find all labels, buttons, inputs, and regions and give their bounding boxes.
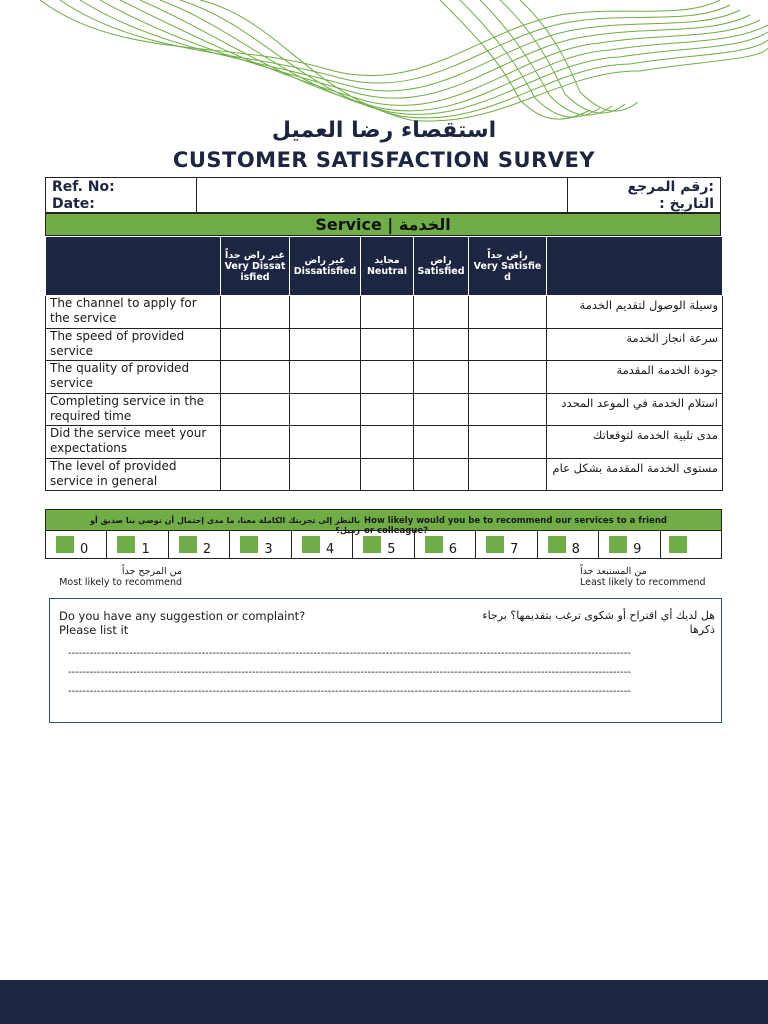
rating-cell[interactable] — [469, 328, 547, 361]
rating-cell[interactable] — [221, 361, 290, 394]
row-label-ar: جودة الخدمة المقدمة — [547, 361, 723, 394]
column-satisfied: راض Satisfied — [414, 237, 469, 296]
row-label-en: Completing service in the required time — [46, 393, 221, 426]
checkbox[interactable] — [302, 536, 320, 553]
scale-option-7[interactable]: 7 — [476, 531, 537, 558]
recommend-question-ar: بالنظر إلى تجربتك الكاملة معنا، ما مدى إحتمال أن توصي بنا صديق أو زميل؟ — [90, 516, 360, 535]
table-row — [46, 328, 723, 361]
answer-line[interactable]: ------------------------------------------------------------------------------------------------------------------------------------------------------------ — [68, 686, 631, 697]
least-likely-ar: من المستبعد جداً — [580, 566, 647, 577]
rating-cell[interactable] — [290, 393, 361, 426]
rating-cell[interactable] — [290, 296, 361, 329]
least-likely-label — [580, 566, 710, 588]
row-label-ar: مدى تلبية الخدمة لتوقعاتك — [547, 426, 723, 459]
column-dissatisfied: غير راض Dissatisfied — [290, 237, 361, 296]
table-row — [46, 458, 723, 491]
most-likely-label — [58, 566, 182, 588]
rating-cell[interactable] — [361, 296, 414, 329]
scale-option-3[interactable]: 3 — [230, 531, 291, 558]
column-neutral: محايد Neutral — [361, 237, 414, 296]
decorative-wave-lines — [0, 0, 768, 130]
checkbox[interactable] — [179, 536, 197, 553]
column-very-satisfied: راض جداً Very Satisfied — [469, 237, 547, 296]
rating-cell[interactable] — [290, 328, 361, 361]
checkbox[interactable] — [425, 536, 443, 553]
scale-option-0[interactable]: 0 — [46, 531, 107, 558]
recommend-question-en: How likely would you be to recommend our services to a friend or colleague? — [364, 516, 667, 536]
rating-cell[interactable] — [221, 426, 290, 459]
row-label-ar: مستوى الخدمة المقدمة بشكل عام — [547, 458, 723, 491]
checkbox[interactable] — [609, 536, 627, 553]
rating-cell[interactable] — [290, 426, 361, 459]
rating-cell[interactable] — [414, 361, 469, 394]
rating-cell[interactable] — [469, 361, 547, 394]
table-row — [46, 393, 723, 426]
suggestion-box[interactable] — [49, 598, 722, 723]
rating-cell[interactable] — [414, 426, 469, 459]
ref-number-label-ar: :رقم المرجع — [627, 179, 714, 195]
rating-cell[interactable] — [290, 361, 361, 394]
checkbox[interactable] — [56, 536, 74, 553]
scale-option-8[interactable]: 8 — [538, 531, 599, 558]
scale-option-2[interactable]: 2 — [169, 531, 230, 558]
scale-option-4[interactable]: 4 — [292, 531, 353, 558]
rating-cell[interactable] — [361, 361, 414, 394]
rating-cell[interactable] — [290, 458, 361, 491]
ref-number-label: Ref. No: — [52, 179, 115, 195]
row-label-en: The speed of provided service — [46, 328, 221, 361]
checkbox[interactable] — [240, 536, 258, 553]
row-label-en: The level of provided service in general — [46, 458, 221, 491]
row-label-en: Did the service meet your expectations — [46, 426, 221, 459]
checkbox[interactable] — [486, 536, 504, 553]
rating-cell[interactable] — [469, 393, 547, 426]
scale-option-9[interactable]: 9 — [599, 531, 660, 558]
row-label-en: The channel to apply for the service — [46, 296, 221, 329]
service-section-title: Service | الخدمة — [45, 213, 721, 236]
checkbox[interactable] — [363, 536, 381, 553]
suggestion-question-ar: هل لديك أي اقتراح أو شكوى ترغب بتقديمها؟ برجاء ذكرها — [482, 609, 715, 636]
scale-option-10[interactable] — [661, 531, 721, 558]
checkbox[interactable] — [548, 536, 566, 553]
rating-cell[interactable] — [221, 458, 290, 491]
scale-option-1[interactable]: 1 — [107, 531, 168, 558]
rating-cell[interactable] — [469, 296, 547, 329]
header-blank-ar — [547, 237, 723, 296]
rating-cell[interactable] — [221, 296, 290, 329]
row-label-ar: وسيلة الوصول لتقديم الخدمة — [547, 296, 723, 329]
reference-labels-en — [46, 178, 197, 212]
answer-line[interactable]: ------------------------------------------------------------------------------------------------------------------------------------------------------------ — [68, 667, 631, 678]
rating-cell[interactable] — [361, 426, 414, 459]
reference-box — [45, 177, 721, 213]
checkbox[interactable] — [669, 536, 687, 553]
service-rating-table — [45, 236, 723, 491]
rating-cell[interactable] — [414, 393, 469, 426]
scale-option-5[interactable]: 5 — [353, 531, 414, 558]
row-label-ar: استلام الخدمة في الموعد المحدد — [547, 393, 723, 426]
footer-bar — [0, 980, 768, 1024]
most-likely-en: Most likely to recommend — [59, 577, 182, 588]
survey-title-arabic: استقصاء رضا العميل — [271, 118, 497, 143]
rating-cell[interactable] — [414, 458, 469, 491]
survey-title-english: CUSTOMER SATISFACTION SURVEY — [172, 148, 596, 172]
recommend-question-bar — [45, 509, 722, 536]
rating-cell[interactable] — [361, 328, 414, 361]
checkbox[interactable] — [117, 536, 135, 553]
rating-cell[interactable] — [361, 458, 414, 491]
least-likely-en: Least likely to recommend — [580, 577, 706, 588]
rating-cell[interactable] — [414, 296, 469, 329]
table-row — [46, 296, 723, 329]
recommend-scale — [45, 531, 722, 559]
reference-labels-ar — [568, 178, 720, 212]
table-row — [46, 361, 723, 394]
rating-cell[interactable] — [361, 393, 414, 426]
header-blank-en — [46, 237, 221, 296]
row-label-en: The quality of provided service — [46, 361, 221, 394]
row-label-ar: سرعة انجاز الخدمة — [547, 328, 723, 361]
most-likely-ar: من المرجح جداً — [121, 566, 182, 577]
answer-line[interactable]: ------------------------------------------------------------------------------------------------------------------------------------------------------------ — [68, 648, 631, 659]
rating-cell[interactable] — [469, 426, 547, 459]
rating-header-row — [46, 237, 723, 296]
rating-cell[interactable] — [221, 393, 290, 426]
rating-cell[interactable] — [469, 458, 547, 491]
date-label: Date: — [52, 196, 95, 212]
reference-input-field[interactable] — [197, 178, 568, 212]
table-row — [46, 426, 723, 459]
rating-cell[interactable] — [414, 328, 469, 361]
rating-cell[interactable] — [221, 328, 290, 361]
column-very-dissatisfied: غير راض جداً Very Dissatisfied — [221, 237, 290, 296]
scale-option-6[interactable]: 6 — [415, 531, 476, 558]
suggestion-question-en: Do you have any suggestion or complaint? Please list it — [59, 609, 306, 637]
date-label-ar: التاريخ : — [659, 196, 714, 212]
